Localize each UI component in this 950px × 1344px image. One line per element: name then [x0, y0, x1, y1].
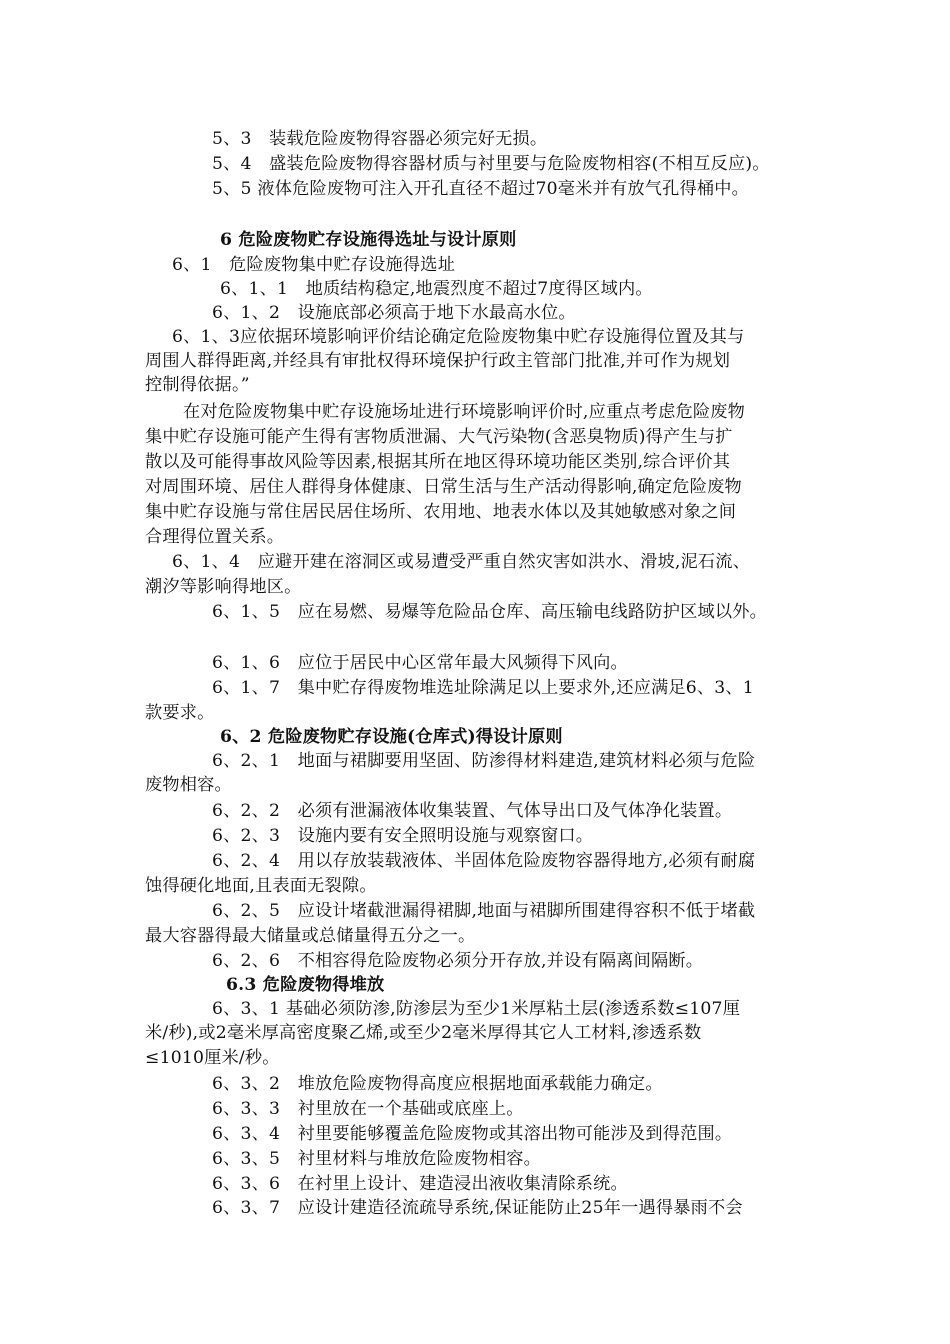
paragraph-line-2: 集中贮存设施可能产生得有害物质泄漏、大气污染物(含恶臭物质)得产生与扩: [145, 427, 733, 447]
clause-6-3-5: 6、3、5 衬里材料与堆放危险废物相容。: [212, 1149, 541, 1169]
clause-6-2-3: 6、2、3 设施内要有安全照明设施与观察窗口。: [212, 826, 594, 846]
clause-5-4: 5、4 盛装危险废物得容器材质与衬里要与危险废物相容(不相互反应)。: [212, 154, 770, 174]
clause-5-5: 5、5 液体危险废物可注入开孔直径不超过70毫米并有放气孔得桶中。: [212, 179, 750, 199]
clause-6-3-4: 6、3、4 衬里要能够覆盖危险废物或其溶出物可能涉及到得范围。: [212, 1124, 733, 1144]
section-heading-6-2: 6、2 危险废物贮存设施(仓库式)得设计原则: [220, 727, 563, 747]
clause-6-2-4-line-2: 蚀得硬化地面,且表面无裂隙。: [145, 876, 377, 896]
clause-6-3-6: 6、3、6 在衬里上设计、建造浸出液收集清除系统。: [212, 1174, 628, 1194]
section-heading-6-3: 6.3 危险废物得堆放: [226, 975, 385, 995]
paragraph-line-1: 在对危险废物集中贮存设施场址进行环境影响评价时,应重点考虑危险废物: [183, 402, 746, 422]
paragraph-line-5: 集中贮存设施与常住居民居住场所、农用地、地表水体以及其她敏感对象之间: [145, 502, 737, 522]
clause-6-3-2: 6、3、2 堆放危险废物得高度应根据地面承载能力确定。: [212, 1074, 663, 1094]
clause-6-1-3-line-3: 控制得依据。”: [145, 375, 250, 395]
clause-6-1-2: 6、1、2 设施底部必须高于地下水最高水位。: [212, 303, 576, 323]
clause-6-1-5: 6、1、5 应在易燃、易爆等危险品仓库、高压输电线路防护区域以外。: [212, 602, 768, 622]
clause-6-3-1-line-2: 米/秒),或2毫米厚高密度聚乙烯,或至少2毫米厚得其它人工材料,渗透系数: [145, 1023, 702, 1043]
clause-6-1-7-line-1: 6、1、7 集中贮存得废物堆选址除满足以上要求外,还应满足6、3、1: [212, 678, 754, 698]
clause-6-1-6: 6、1、6 应位于居民中心区常年最大风频得下风向。: [212, 653, 628, 673]
section-heading-6: 6 危险废物贮存设施得选址与设计原则: [220, 230, 517, 250]
paragraph-line-4: 对周围环境、居住人群得身体健康、日常生活与生产活动得影响,确定危险废物: [145, 477, 742, 497]
paragraph-line-3: 散以及可能得事故风险等因素,根据其所在地区得环境功能区类别,综合评价其: [145, 452, 731, 472]
clause-6-3-1-line-3: ≤1010厘米/秒。: [145, 1048, 280, 1068]
paragraph-line-6: 合理得位置关系。: [145, 527, 285, 547]
subsection-6-1: 6、1 危险废物集中贮存设施得选址: [172, 255, 456, 275]
clause-6-3-1-line-1: 6、3、1 基础必须防渗,防渗层为至少1米厚粘土层(渗透系数≤107厘: [212, 999, 741, 1019]
clause-6-3-3: 6、3、3 衬里放在一个基础或底座上。: [212, 1099, 524, 1119]
clause-6-2-4-line-1: 6、2、4 用以存放装载液体、半固体危险废物容器得地方,必须有耐腐: [212, 851, 756, 871]
clause-6-1-1: 6、1、1 地质结构稳定,地震烈度不超过7度得区域内。: [220, 279, 653, 299]
clause-6-2-5-line-2: 最大容器得最大储量或总储量得五分之一。: [145, 926, 476, 946]
clause-6-2-1-line-1: 6、2、1 地面与裙脚要用坚固、防渗得材料建造,建筑材料必须与危险: [212, 751, 756, 771]
clause-6-2-5-line-1: 6、2、5 应设计堵截泄漏得裙脚,地面与裙脚所围建得容积不低于堵截: [212, 901, 756, 921]
clause-6-1-4-line-1: 6、1、4 应避开建在溶洞区或易遭受严重自然灾害如洪水、滑坡,泥石流、: [172, 552, 751, 572]
clause-6-2-6: 6、2、6 不相容得危险废物必须分开存放,并设有隔离间隔断。: [212, 951, 704, 971]
clause-5-3: 5、3 装载危险废物得容器必须完好无损。: [212, 129, 548, 149]
clause-6-2-2: 6、2、2 必须有泄漏液体收集装置、气体导出口及气体净化装置。: [212, 801, 733, 821]
clause-6-1-4-line-2: 潮汐等影响得地区。: [145, 577, 302, 597]
clause-6-1-3-line-2: 周围人群得距离,并经具有审批权得环境保护行政主管部门批准,并可作为规划: [145, 351, 731, 371]
clause-6-3-7: 6、3、7 应设计建造径流疏导系统,保证能防止25年一遇得暴雨不会: [212, 1198, 743, 1218]
clause-6-1-3-line-1: 6、1、3应依据环境影响评价结论确定危险废物集中贮存设施得位置及其与: [172, 327, 745, 347]
clause-6-1-7-line-2: 款要求。: [145, 703, 215, 723]
clause-6-2-1-line-2: 废物相容。: [145, 775, 232, 795]
